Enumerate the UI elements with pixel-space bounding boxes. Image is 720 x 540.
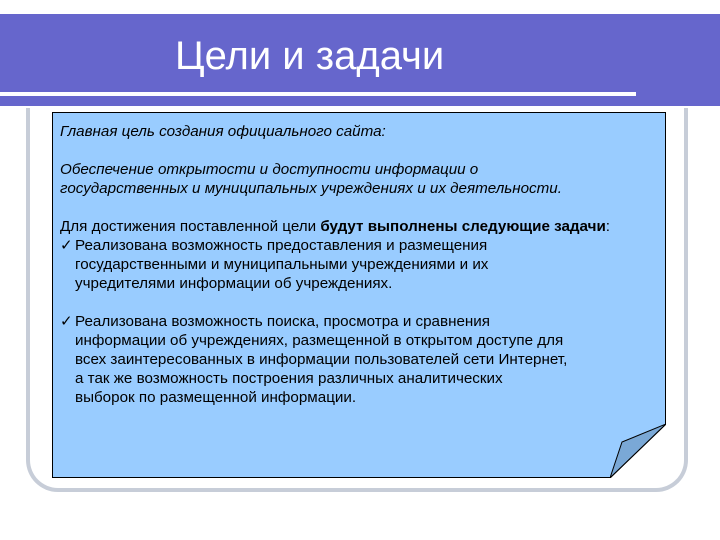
- slide-title: Цели и задачи: [175, 34, 445, 78]
- tasks-intro: [60, 217, 664, 236]
- title-underline: [0, 92, 636, 96]
- title-band-edge: [706, 14, 720, 106]
- task-1-line-1: Реализована возможность предоставления и размещения: [75, 237, 488, 254]
- goal-line-1: Обеспечение открытости и доступности информации о: [60, 161, 479, 178]
- tasks-intro-colon: :: [605, 218, 611, 235]
- task-item-1: [60, 236, 664, 293]
- goal-line-2: государственных и муниципальных учреждениях и их деятельности.: [60, 180, 562, 197]
- tasks-intro-plain: Для достижения поставленной цели: [60, 218, 321, 235]
- folded-corner: [610, 424, 666, 478]
- task-2-line-1: Реализована возможность поиска, просмотра и сравнения: [75, 313, 491, 330]
- tasks-intro-bold: будут выполнены следующие задачи: [320, 218, 606, 235]
- task-2-line-5: выборок по размещенной информации.: [75, 389, 357, 406]
- goal-heading: Главная цель создания официального сайта:: [60, 123, 386, 140]
- checkmark-icon: ✓: [60, 236, 73, 254]
- task-1-line-3: учредителями информации об учреждениях.: [75, 275, 393, 292]
- task-2-line-4: а так же возможность построения различных аналитических: [75, 370, 503, 387]
- task-2-line-3: всех заинтересованных в информации пользователей сети Интернет,: [75, 351, 568, 368]
- task-1-line-2: государственными и муниципальными учреждениями и их: [75, 256, 489, 273]
- task-item-2: [60, 312, 664, 407]
- checkmark-icon: ✓: [60, 312, 73, 330]
- note-text: [60, 122, 664, 407]
- task-2-line-2: информации об учреждениях, размещенной в открытом доступе для: [75, 332, 564, 349]
